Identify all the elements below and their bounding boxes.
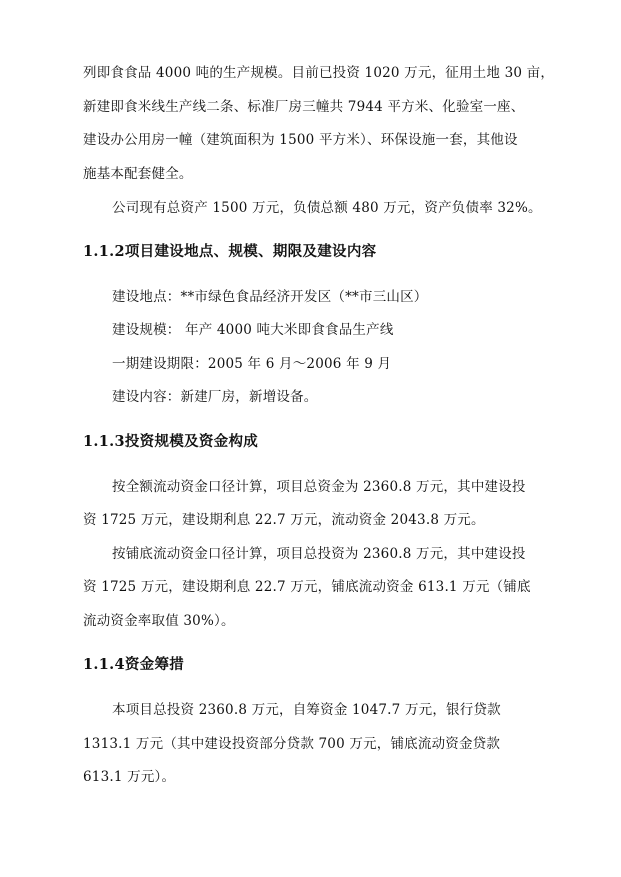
- paragraph-line: 资 1725 万元，建设期利息 22.7 万元，铺底流动资金 613.1 万元（铺底: [83, 579, 531, 595]
- info-line-scale: 建设规模： 年产 4000 吨大米即食食品生产线: [112, 322, 394, 338]
- section-heading-1-1-4: 1.1.4资金筹措: [83, 656, 185, 673]
- paragraph-line: 按全额流动资金口径计算，项目总资金为 2360.8 万元，其中建设投: [112, 479, 526, 495]
- paragraph-line: 列即食食品 4000 吨的生产规模。目前已投资 1020 万元，征用土地 30 亩，: [83, 65, 555, 81]
- paragraph-line: 本项目总投资 2360.8 万元，自筹资金 1047.7 万元，银行贷款: [112, 702, 501, 718]
- paragraph-line: 按铺底流动资金口径计算，项目总投资为 2360.8 万元，其中建设投: [112, 546, 526, 562]
- paragraph-line: 公司现有总资产 1500 万元，负债总额 480 万元，资产负债率 32%。: [112, 200, 542, 216]
- paragraph-line: 施基本配套健全。: [83, 166, 193, 182]
- paragraph-line: 新建即食米线生产线二条、标准厂房三幢共 7944 平方米、化验室一座、: [83, 99, 525, 115]
- section-heading-1-1-2: 1.1.2项目建设地点、规模、期限及建设内容: [83, 243, 377, 260]
- info-line-location: 建设地点：**市绿色食品经济开发区（**市三山区）: [112, 289, 428, 305]
- info-line-content: 建设内容：新建厂房，新增设备。: [112, 389, 318, 405]
- paragraph-line: 613.1 万元）。: [83, 769, 176, 785]
- section-heading-1-1-3: 1.1.3投资规模及资金构成: [83, 433, 259, 450]
- paragraph-line: 资 1725 万元，建设期利息 22.7 万元，流动资金 2043.8 万元。: [83, 512, 485, 528]
- paragraph-line: 建设办公用房一幢（建筑面积为 1500 平方米）、环保设施一套，其他设: [83, 132, 518, 148]
- info-line-period: 一期建设期限：2005 年 6 月～2006 年 9 月: [112, 356, 392, 372]
- paragraph-line: 1313.1 万元（其中建设投资部分贷款 700 万元，铺底流动资金贷款: [83, 736, 501, 752]
- paragraph-line: 流动资金率取值 30%）。: [83, 613, 235, 629]
